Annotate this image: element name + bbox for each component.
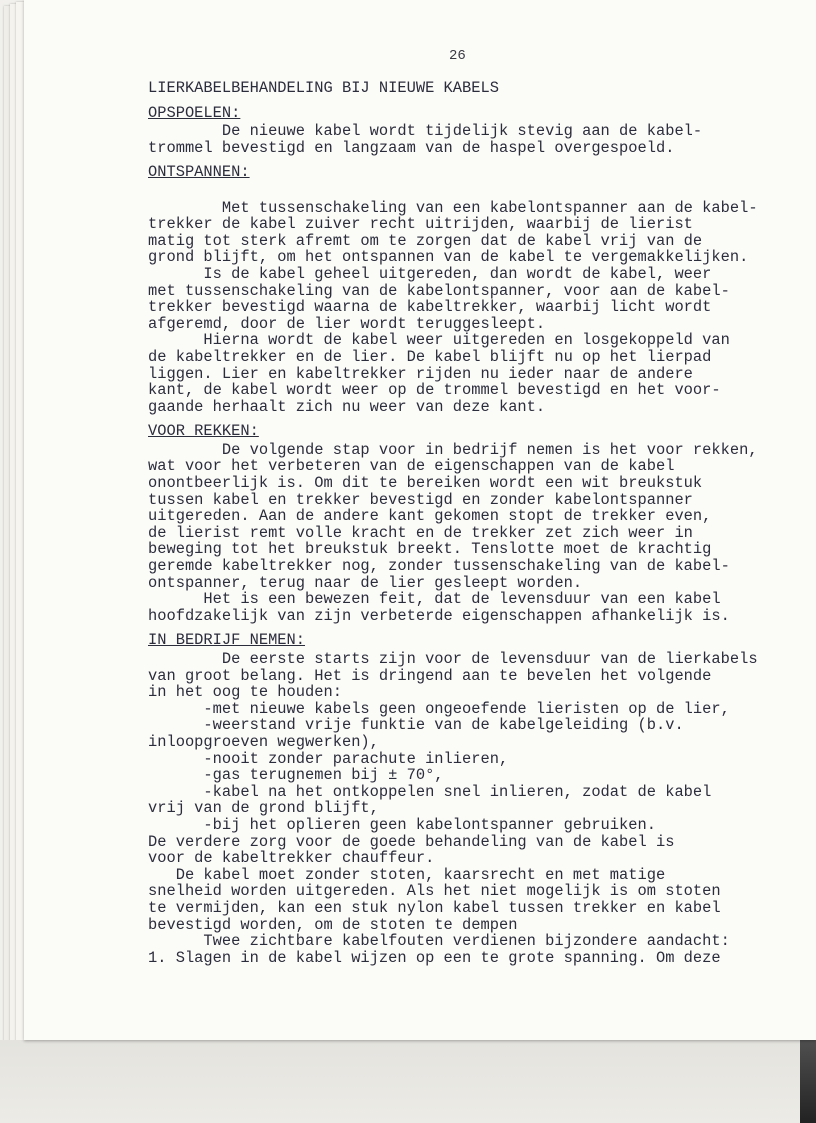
text-line: bevestigd worden, om de stoten te dempen xyxy=(148,915,518,934)
text-line: hoofdzakelijk van zijn verbeterde eigenschappen afhankelijk is. xyxy=(148,606,730,625)
scan-edge xyxy=(800,1030,816,1123)
text-line: wat voor het verbeteren van de eigenschappen van de kabel xyxy=(148,457,675,476)
section-heading: VOOR REKKEN: xyxy=(148,422,259,441)
section-heading: ONTSPANNEN: xyxy=(148,163,250,182)
text-line: Is de kabel geheel uitgereden, dan wordt de kabel, weer xyxy=(148,264,712,283)
text-line xyxy=(148,183,798,200)
text-line: afgeremd, door de lier wordt teruggesleept. xyxy=(148,314,546,333)
text-line: met tussenschakeling van de kabelontspanner, voor aan de kabel- xyxy=(148,281,730,300)
text-line: de lierist remt volle kracht en de trekker zet zich weer in xyxy=(148,523,693,542)
text-line: De kabel moet zonder stoten, kaarsrecht en met matige xyxy=(148,865,666,884)
text-line: voor de kabeltrekker chauffeur. xyxy=(148,849,435,868)
text-line: Hierna wordt de kabel weer uitgereden en losgekoppeld van xyxy=(148,331,730,350)
text-line: -kabel na het ontkoppelen snel inlieren, zodat de kabel xyxy=(148,782,712,801)
text-line: inloopgroeven wegwerken), xyxy=(148,732,379,751)
text-line: Het is een bewezen feit, dat de levensduur van een kabel xyxy=(148,590,721,609)
section-heading: OPSPOELEN: xyxy=(148,103,241,122)
text-line: Met tussenschakeling van een kabelontspanner aan de kabel- xyxy=(148,198,758,217)
text-line: -nooit zonder parachute inlieren, xyxy=(148,749,509,768)
scan-background xyxy=(0,1040,816,1123)
text-line: De eerste starts zijn voor de levensduur van de lierkabels xyxy=(148,650,758,668)
page-number: 26 xyxy=(449,48,466,64)
text-line: ontspanner, terug naar de lier gesleept worden. xyxy=(148,573,583,592)
text-line: -gas terugnemen bij ± 70°, xyxy=(148,766,444,785)
text-line: trommel bevestigd en langzaam van de haspel overgespoeld. xyxy=(148,138,675,157)
text-line: tussen kabel en trekker bevestigd en zonder kabelontspanner xyxy=(148,490,693,509)
text-line: vrij van de grond blijft, xyxy=(148,799,379,818)
text-line: snelheid worden uitgereden. Als het niet mogelijk is om stoten xyxy=(148,882,721,901)
text-line: 1. Slagen in de kabel wijzen op een te grote spanning. Om deze xyxy=(148,948,721,967)
text-line: grond blijft, om het ontspannen van de kabel te vergemakkelijken. xyxy=(148,248,749,267)
text-line: geremde kabeltrekker nog, zonder tussenschakeling van de kabel- xyxy=(148,557,730,576)
text-line: trekker bevestigd waarna de kabeltrekker, waarbij licht wordt xyxy=(148,298,712,317)
text-line: kant, de kabel wordt weer op de trommel bevestigd en het voor- xyxy=(148,381,721,400)
text-line: liggen. Lier en kabeltrekker rijden nu ieder naar de andere xyxy=(148,364,693,383)
text-line: beweging tot het breukstuk breekt. Tenslotte moet de krachtig xyxy=(148,540,712,559)
text-line: -met nieuwe kabels geen ongeoefende lieristen op de lier, xyxy=(148,699,730,718)
text-line: uitgereden. Aan de andere kant gekomen stopt de trekker even, xyxy=(148,507,712,526)
text-line: De volgende stap voor in bedrijf nemen is het voor rekken, xyxy=(148,440,758,459)
text-line: matig tot sterk afremt om te zorgen dat de kabel vrij van de xyxy=(148,231,703,250)
text-line: Twee zichtbare kabelfouten verdienen bijzondere aandacht: xyxy=(148,932,730,951)
text-line: gaande herhaalt zich nu weer van deze kant. xyxy=(148,397,546,416)
text-line: de kabeltrekker en de lier. De kabel blijft nu op het lierpad xyxy=(148,347,712,366)
section-heading: IN BEDRIJF NEMEN: xyxy=(148,631,306,650)
document-title: LIERKABELBEHANDELING BIJ NIEUWE KABELS xyxy=(148,79,499,97)
document-body xyxy=(148,80,798,966)
text-line: onontbeerlijk is. Om dit te bereiken wordt een wit breukstuk xyxy=(148,474,703,493)
text-line: trekker de kabel zuiver recht uitrijden, waarbij de lierist xyxy=(148,215,693,234)
text-line: De verdere zorg voor de goede behandeling van de kabel is xyxy=(148,832,675,851)
text-line: -bij het oplieren geen kabelontspanner gebruiken. xyxy=(148,815,656,834)
text-line: -weerstand vrije funktie van de kabelgeleiding (b.v. xyxy=(148,716,684,735)
text-line: van groot belang. Het is dringend aan te bevelen het volgende xyxy=(148,666,712,685)
text-line: De nieuwe kabel wordt tijdelijk stevig aan de kabel- xyxy=(148,122,703,141)
text-line: te vermijden, kan een stuk nylon kabel tussen trekker en kabel xyxy=(148,898,721,917)
text-line: in het oog te houden: xyxy=(148,683,342,702)
